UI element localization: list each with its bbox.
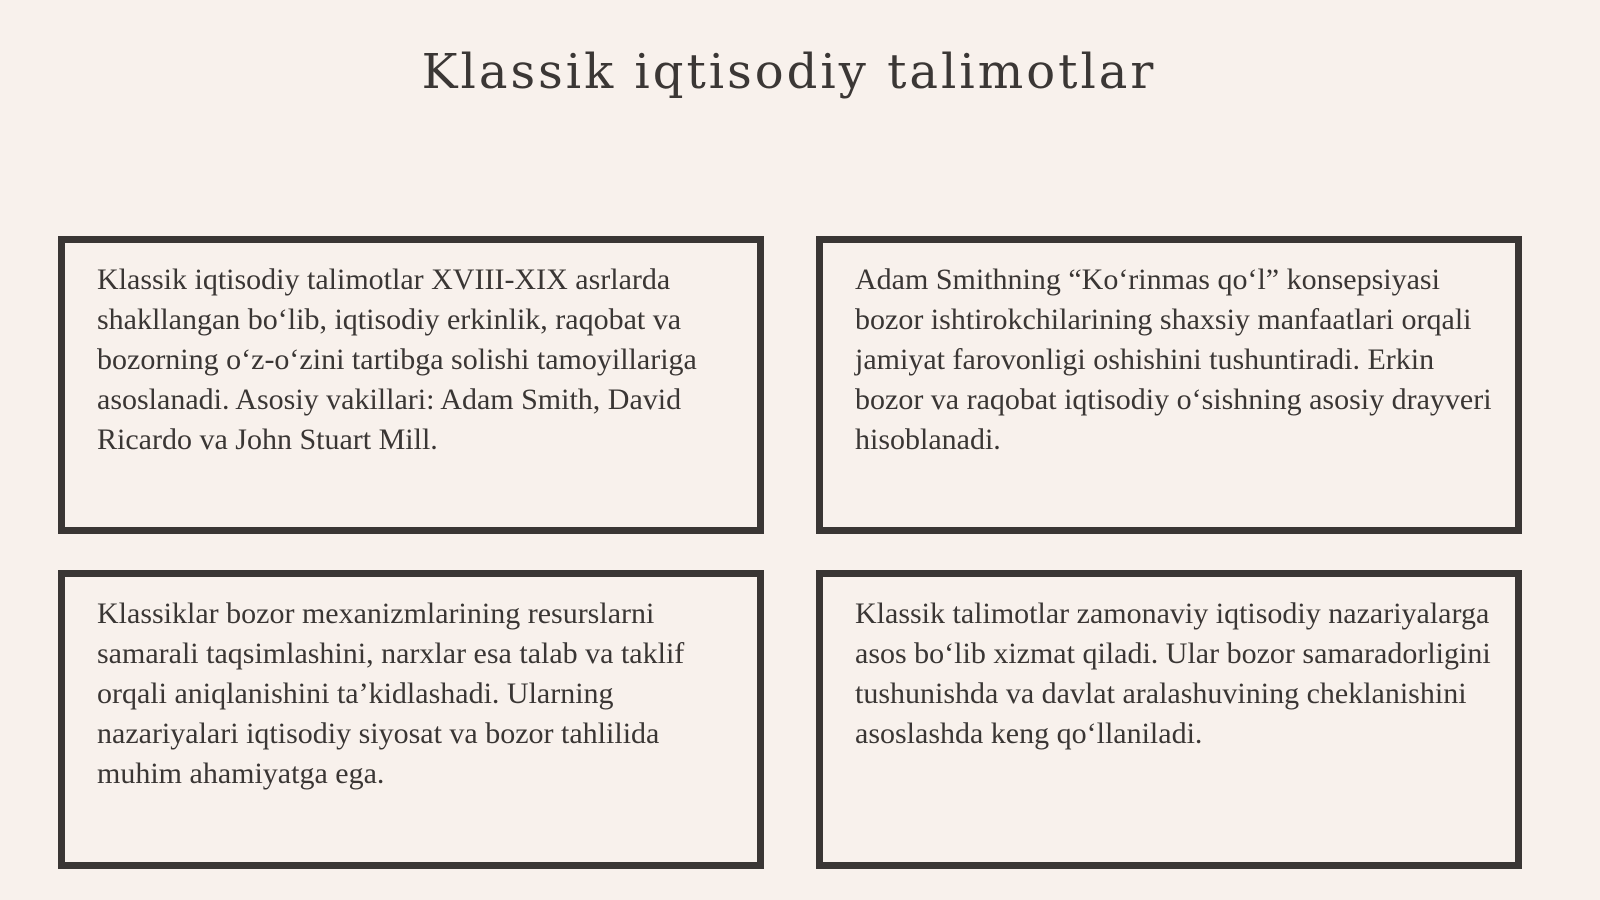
text-box-1 [58, 236, 764, 534]
text-box-1-content: Klassik iqtisodiy talimotlar XVIII-XIX asrlarda shakllangan bo‘lib, iqtisodiy erkinlik, raqobat va bozorning o‘z-o‘zini tartibga solishi tamoyillariga asoslanadi. Asosiy vakillari: Adam Smith, David Ricardo va John Stuart Mill. [97, 263, 697, 456]
text-box-4-content: Klassik talimotlar zamonaviy iqtisodiy nazariyalarga asos bo‘lib xizmat qiladi. Ular bozor samaradorligini tushunishda va davlat aralashuvining cheklanishini asoslashda keng qo‘llaniladi. [855, 597, 1491, 750]
slide-title: Klassik iqtisodiy talimotlar [421, 44, 1157, 100]
text-box-3 [58, 570, 764, 869]
text-box-2-content: Adam Smithning “Ko‘rinmas qo‘l” konsepsiyasi bozor ishtirokchilarining shaxsiy manfaatlari orqali jamiyat farovonligi oshishini tushuntiradi. Erkin bozor va raqobat iqtisodiy o‘sishning asosiy drayveri hisoblanadi. [855, 263, 1492, 456]
text-box-2 [816, 236, 1522, 534]
text-box-4 [816, 570, 1522, 869]
text-box-3-content: Klassiklar bozor mexanizmlarining resurslarni samarali taqsimlashini, narxlar esa talab va taklif orqali aniqlanishini ta’kidlashadi. Ularning nazariyalari iqtisodiy siyosat va bozor tahlilida muhim ahamiyatga ega. [97, 597, 685, 790]
